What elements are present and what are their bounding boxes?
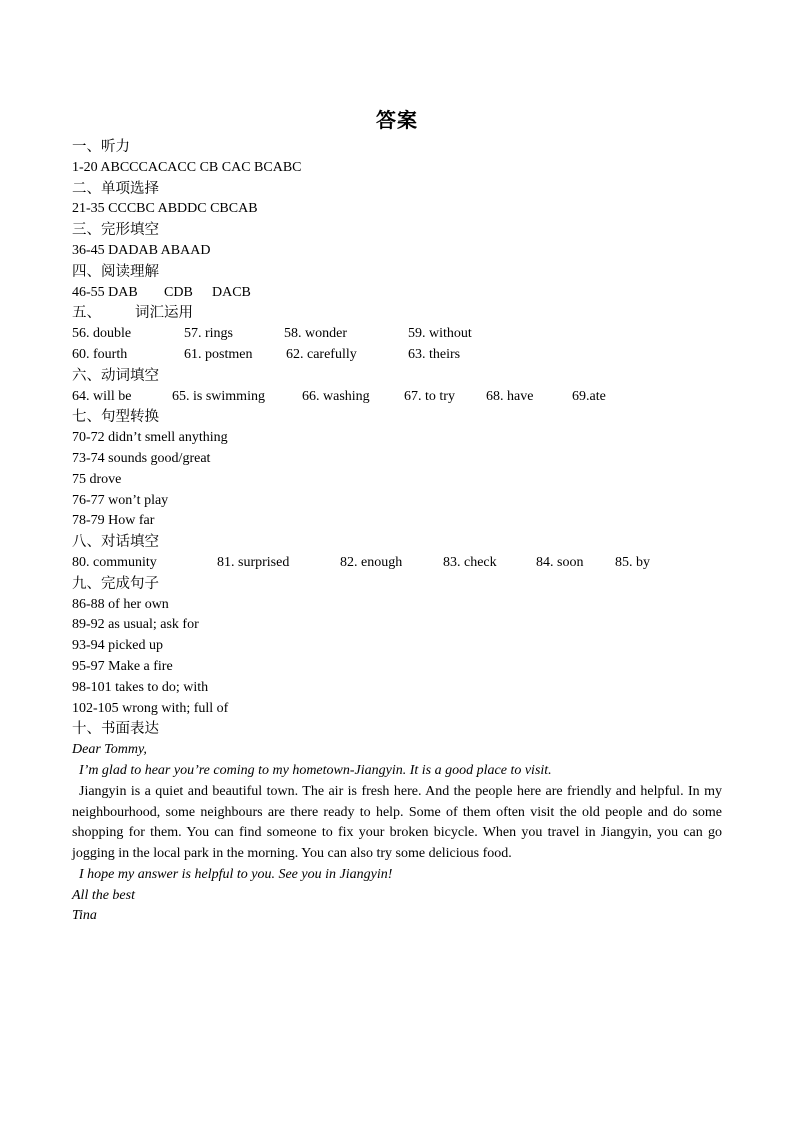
answer-cell: 59. without [408,326,472,342]
section-1-heading: 一、听力 [72,139,130,155]
letter-signoff: All the best [72,887,135,903]
answer-cell: 66. washing [302,388,370,404]
section-1-answers: 1-20 ABCCCACACC CB CAC BCABC [72,159,302,175]
section-2-heading: 二、单项选择 [72,180,159,197]
section-5-row-1 [72,324,722,345]
section-7-answer: 78-79 How far [72,513,155,529]
section-7-heading: 七、句型转换 [72,409,159,426]
answer-cell: 80. community [72,554,157,570]
answer-cell: DACB [212,284,251,300]
section-5-heading-number: 五、 [72,305,101,322]
section-9-answer: 102-105 wrong with; full of [72,700,229,716]
answer-cell: CDB [164,284,193,300]
section-9-answer: 89-92 as usual; ask for [72,617,199,633]
section-5-heading [72,303,722,324]
letter-body: Jiangyin is a quiet and beautiful town. The air is fresh here. And the people here are friendly and helpful. In my neighbourhood, some neighbours are there ready to help. Some of them often visit the old people and do some shopping for them. You can find someone to fix your broken bicycle. When you travel in Jiangyin, you can go jogging in the local park in the morning. You can also try some delicious food. [72,783,722,862]
section-8-heading: 八、对话填空 [72,534,159,551]
section-7-answer: 76-77 won’t play [72,492,169,508]
answer-cell: 60. fourth [72,346,128,362]
answer-cell: 83. check [443,554,497,570]
answer-cell: 68. have [486,388,534,404]
answer-cell: 57. rings [184,326,233,342]
page-title: 答案 [376,108,418,132]
section-9-answer: 93-94 picked up [72,638,163,654]
answer-cell: 85. by [615,554,650,570]
answer-cell: 84. soon [536,554,584,570]
section-9-heading: 九、完成句子 [72,575,159,592]
section-9-answer: 98-101 takes to do; with [72,679,209,695]
answer-cell: 65. is swimming [172,388,265,404]
letter-closing-line: I hope my answer is helpful to you. See you in Jiangyin! [79,866,393,882]
section-7-answer: 75 drove [72,471,122,487]
section-8-answers [72,553,722,574]
section-9-answer: 86-88 of her own [72,596,169,612]
section-4-answers [72,283,722,304]
section-3-heading: 三、完形填空 [72,222,159,239]
section-7-answer: 70-72 didn’t smell anything [72,430,228,446]
answer-cell: 67. to try [404,388,455,404]
answer-cell: 63. theirs [408,346,461,362]
section-6-heading: 六、动词填空 [72,367,159,384]
section-4-heading: 四、阅读理解 [72,263,159,280]
answer-cell: 62. carefully [286,346,357,362]
answer-content [72,137,722,927]
section-10-heading: 十、书面表达 [72,721,159,738]
answer-cell: 61. postmen [184,346,253,362]
answer-cell: 46-55 DAB [72,284,138,300]
section-3-answers: 36-45 DADAB ABAAD [72,242,211,258]
answer-cell: 64. will be [72,388,132,404]
answer-cell: 81. surprised [217,554,290,570]
letter-signature: Tina [72,908,97,924]
section-2-answers: 21-35 CCCBC ABDDC CBCAB [72,201,258,217]
section-5-row-2 [72,345,722,366]
answer-cell: 69.ate [572,388,606,404]
letter-intro: I’m glad to hear you’re coming to my hometown-Jiangyin. It is a good place to visit. [79,762,552,778]
section-7-answer: 73-74 sounds good/great [72,450,211,466]
section-9-answer: 95-97 Make a fire [72,658,173,674]
answer-cell: 82. enough [340,554,403,570]
section-6-answers [72,387,722,408]
answer-cell: 58. wonder [284,326,347,342]
section-5-heading-text: 词汇运用 [135,305,193,322]
answer-cell: 56. double [72,326,132,342]
letter-greeting: Dear Tommy, [72,742,147,758]
